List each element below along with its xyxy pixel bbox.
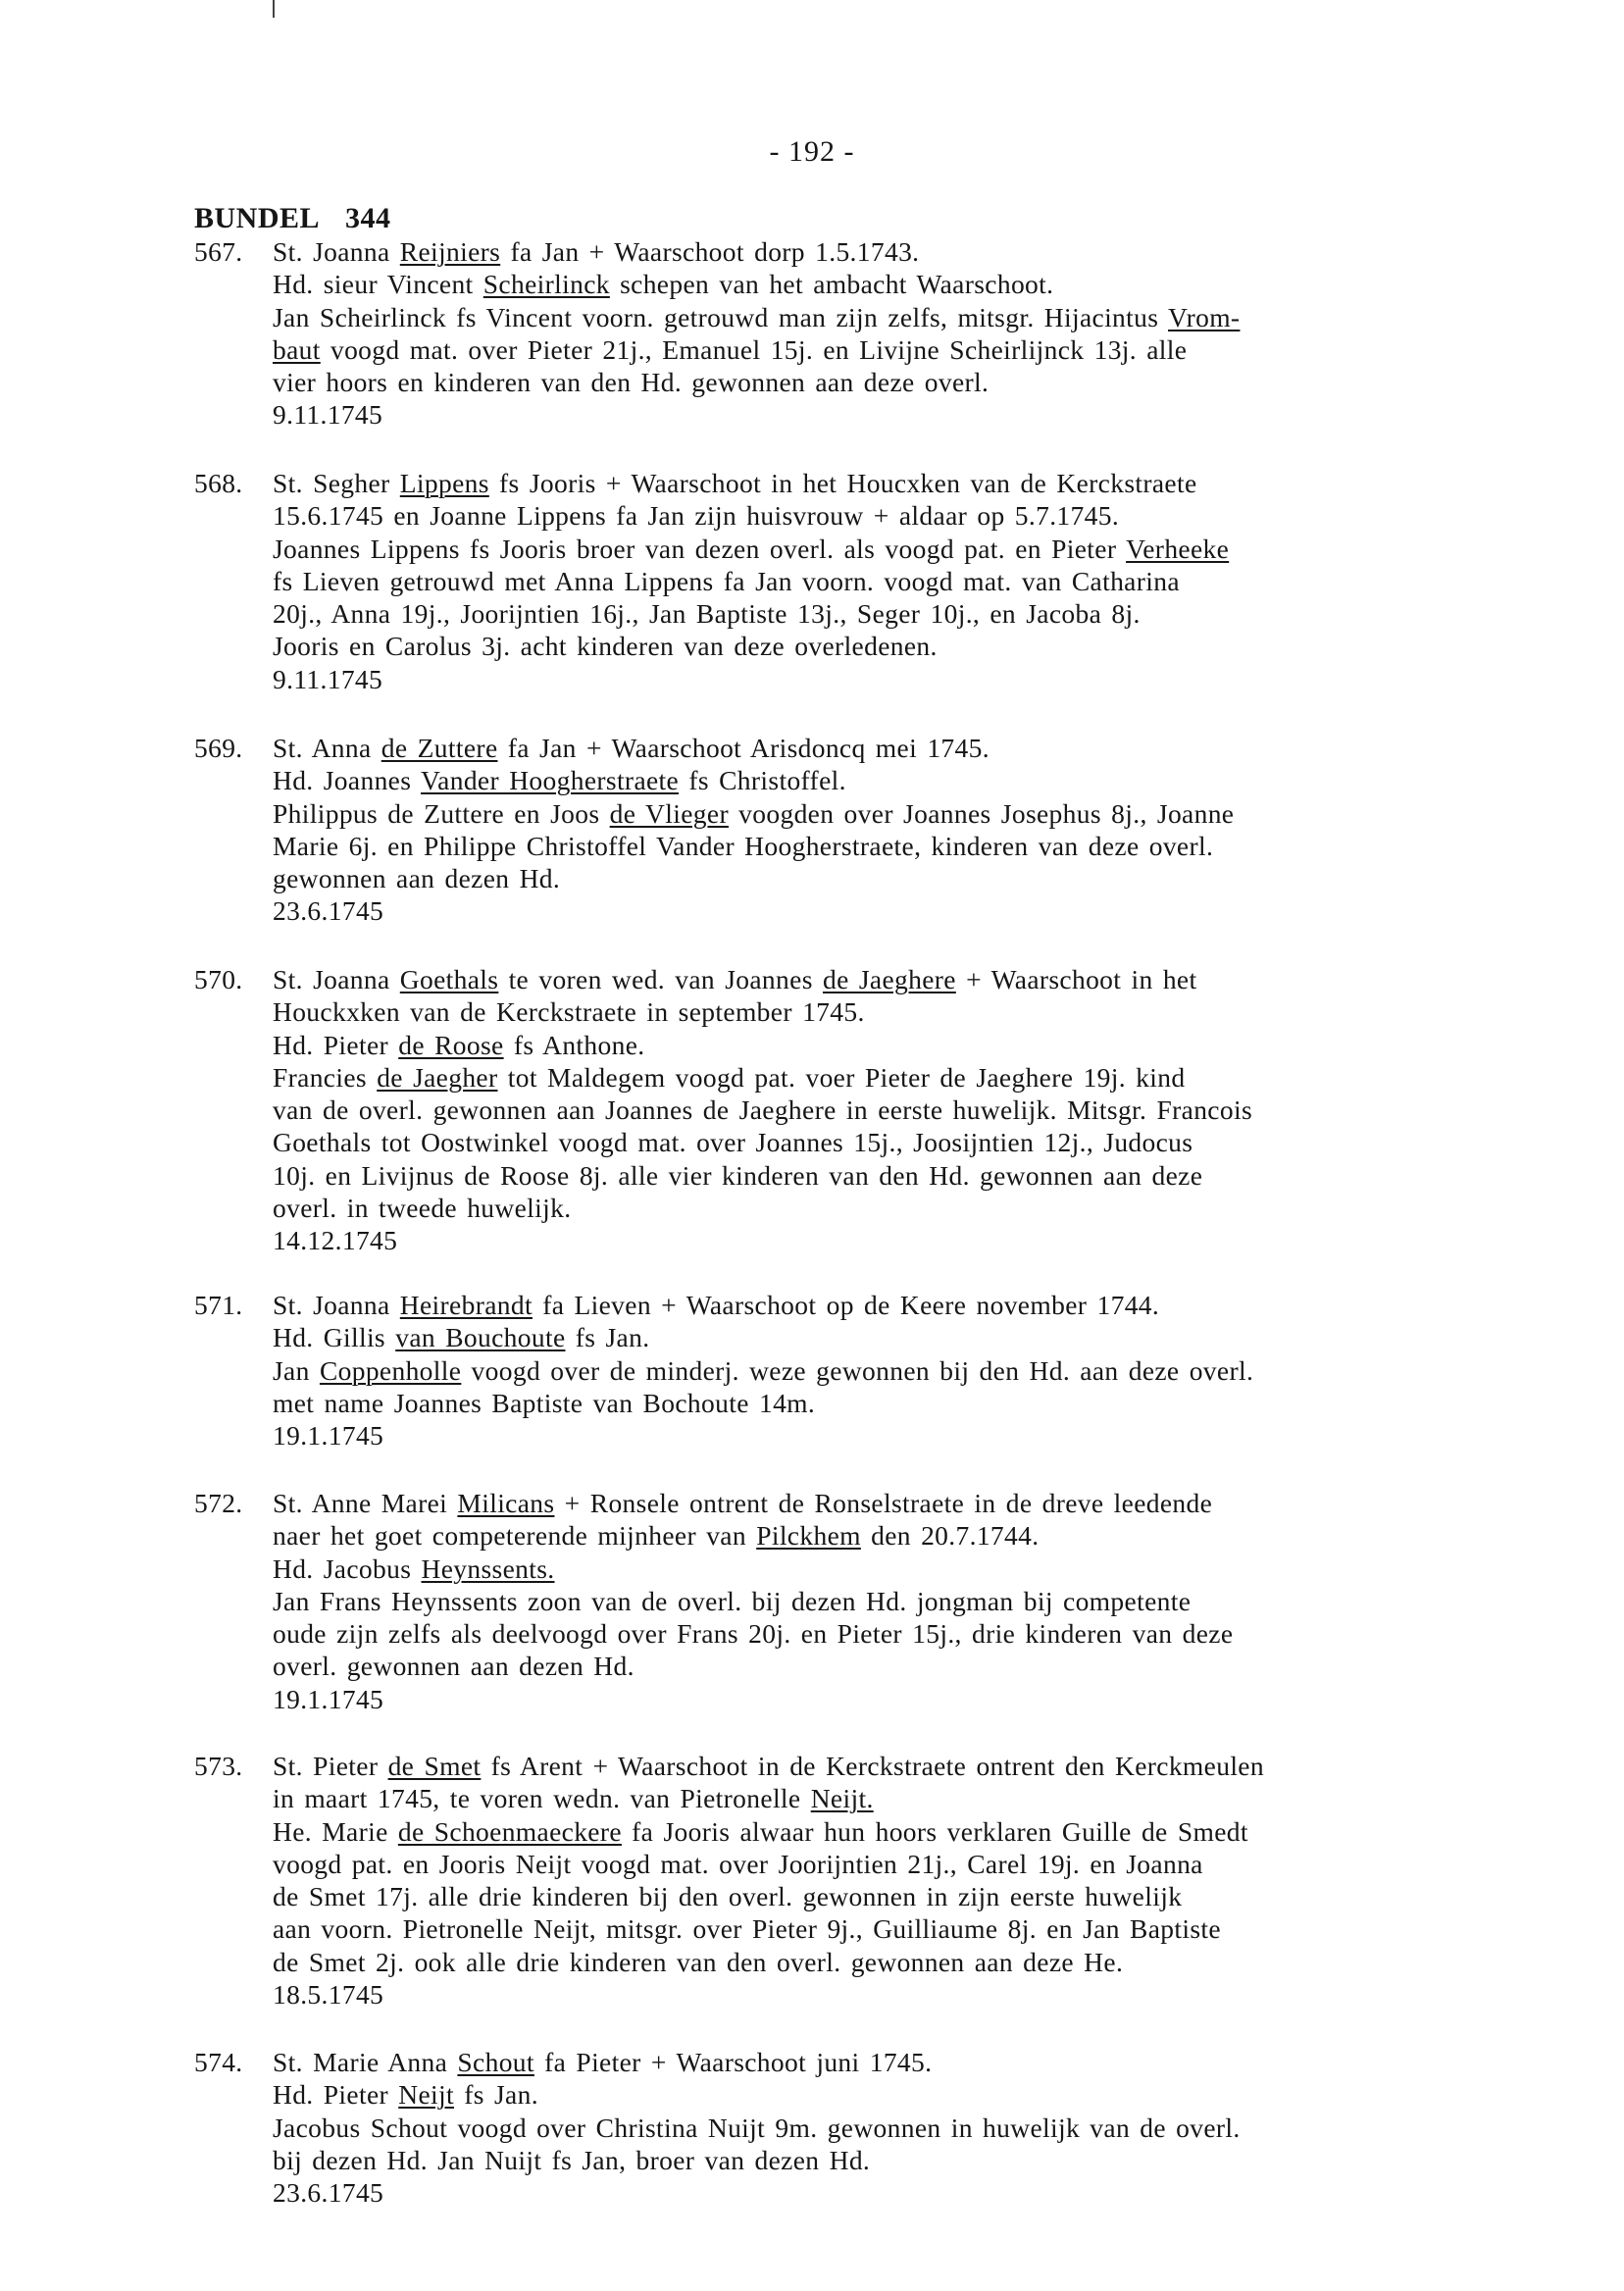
line-text: tot Maldegem voogd pat. voer Pieter de Jaeghere 19j. kind	[497, 1061, 1186, 1093]
entry-line	[273, 1321, 1557, 1353]
line-text: Jacobus Schout voogd over Christina Nuijt 9m. gewonnen in huwelijk van de overl.	[273, 2112, 1241, 2143]
line-text: Hd. Jacobus	[273, 1553, 422, 1584]
entry-number: 571.	[194, 1290, 243, 1320]
entry-line	[273, 630, 1557, 662]
entry-number: 569.	[194, 733, 243, 763]
line-text: fs Anthone.	[503, 1029, 645, 1060]
underlined-name: Scheirlinck	[482, 269, 610, 300]
line-text: + Waarschoot in het	[955, 964, 1197, 994]
entry-text	[273, 1487, 1557, 1715]
entry-line	[273, 366, 1557, 398]
entry-text	[273, 467, 1557, 695]
entry-line	[273, 1978, 1557, 2011]
entry-text	[273, 732, 1557, 928]
line-text: 15.6.1745 en Joanne Lippens fa Jan zijn huisvrouw + aldaar op 5.7.1745.	[273, 500, 1120, 532]
line-text: 9.11.1745	[273, 663, 383, 694]
underlined-name: Neijt.	[810, 1783, 874, 1814]
entry	[194, 1750, 1557, 2011]
line-text: fs Jan.	[565, 1322, 650, 1353]
line-text: St. Anna	[273, 733, 381, 763]
underlined-name: de Jaegher	[377, 1061, 498, 1093]
bundle-header	[194, 202, 391, 235]
entry-number: 568.	[194, 468, 243, 498]
bundle-number: 344	[345, 202, 391, 234]
entry-line	[273, 2112, 1557, 2144]
entry-line	[273, 467, 1557, 499]
line-text: St. Pieter	[273, 1751, 388, 1781]
line-text: bij dezen Hd. Jan Nuijt fs Jan, broer van dezen Hd.	[273, 2144, 871, 2175]
entry-line	[273, 1126, 1557, 1158]
line-text: fa Jan + Waarschoot dorp 1.5.1743.	[500, 236, 920, 267]
entry-line	[273, 597, 1557, 630]
underlined-name: Pilckhem	[756, 1520, 861, 1552]
underlined-name: Vrom-	[1168, 301, 1241, 332]
entry-line	[273, 1029, 1557, 1061]
line-text: fa Lieven + Waarschoot op de Keere november 1744.	[532, 1290, 1160, 1320]
line-text: fs Arent + Waarschoot in de Kerckstraete ontrent den Kerckmeulen	[481, 1751, 1264, 1781]
line-text: Philippus de Zuttere en Joos	[273, 797, 610, 829]
line-text: Hd. Gillis	[273, 1322, 396, 1353]
entry-line	[273, 1585, 1557, 1617]
entry-line	[273, 1815, 1557, 1848]
line-text: voogd pat. en Jooris Neijt voogd mat. over Joorijntien 21j., Carel 19j. en Joanna	[273, 1848, 1203, 1879]
underlined-name: Lippens	[399, 468, 489, 498]
entry-line	[273, 2144, 1557, 2176]
line-text: fa Jooris alwaar hun hoors verklaren Guille de Smedt	[621, 1815, 1248, 1847]
entry	[194, 2046, 1557, 2209]
entry	[194, 235, 1557, 432]
entry-line	[273, 732, 1557, 764]
underlined-name: Vander Hoogherstraete	[421, 765, 680, 796]
entry-line	[273, 1387, 1557, 1419]
line-text: 23.6.1745	[273, 2177, 384, 2209]
entry-line	[273, 963, 1557, 995]
line-text: fa Pieter + Waarschoot juni 1745.	[533, 2047, 933, 2077]
entry	[194, 1289, 1557, 1451]
entry-line	[273, 1946, 1557, 1978]
entry	[194, 732, 1557, 928]
line-text: Francies	[273, 1061, 378, 1093]
entry-line	[273, 1419, 1557, 1451]
entry	[194, 963, 1557, 1257]
entry-text	[273, 1750, 1557, 2011]
line-text: 9.11.1745	[273, 399, 383, 431]
line-text: gewonnen aan dezen Hd.	[273, 863, 561, 894]
entry-line	[273, 1192, 1557, 1224]
entry-line	[273, 235, 1557, 268]
line-text: fs Lieven getrouwd met Anna Lippens fa Jan voorn. voogd mat. van Catharina	[273, 565, 1180, 596]
line-text: vier hoors en kinderen van den Hd. gewonnen aan deze overl.	[273, 367, 990, 398]
underlined-name: de Smet	[387, 1751, 482, 1781]
underlined-name: de Schoenmaeckere	[397, 1815, 622, 1847]
line-text: fa Jan + Waarschoot Arisdoncq mei 1745.	[497, 733, 990, 763]
entry	[194, 1487, 1557, 1715]
line-text: Jan	[273, 1354, 320, 1386]
bundle-label: BUNDEL	[194, 202, 321, 234]
line-text: den 20.7.1744.	[860, 1520, 1040, 1552]
line-text: in maart 1745, te voren wedn. van Pietronelle	[273, 1783, 811, 1814]
entry-line	[273, 301, 1557, 333]
line-text: voogden over Joannes Josephus 8j., Joanne	[728, 797, 1235, 829]
entry-text	[273, 1289, 1557, 1451]
entry-text	[273, 2046, 1557, 2209]
line-text: St. Joanna	[273, 964, 400, 994]
entry-line	[273, 1617, 1557, 1650]
line-text: He. Marie	[273, 1815, 398, 1847]
entry-line	[273, 1912, 1557, 1945]
entry-line	[273, 995, 1557, 1028]
entry-line	[273, 2176, 1557, 2209]
underlined-name: baut	[273, 333, 321, 365]
line-text: oude zijn zelfs als deelvoogd over Frans 20j. en Pieter 15j., drie kinderen van deze	[273, 1618, 1234, 1650]
line-text: St. Joanna	[273, 236, 400, 267]
line-text: St. Marie Anna	[273, 2047, 458, 2077]
entry-line	[273, 663, 1557, 695]
entry	[194, 467, 1557, 695]
entry-number: 570.	[194, 964, 243, 994]
line-text: fs Jan.	[453, 2079, 538, 2111]
entry-line	[273, 1354, 1557, 1387]
line-text: 19.1.1745	[273, 1683, 384, 1714]
line-text: naer het goet competerende mijnheer van	[273, 1520, 757, 1552]
line-text: Hd. Pieter	[273, 2079, 399, 2111]
line-text: Hd. Pieter	[273, 1029, 399, 1060]
entry-line	[273, 862, 1557, 894]
entry-line	[273, 398, 1557, 431]
line-text: St. Segher	[273, 468, 400, 498]
line-text: Jan Scheirlinck fs Vincent voorn. getrouwd man zijn zelfs, mitsgr. Hijacintus	[273, 301, 1169, 332]
line-text: 10j. en Livijnus de Roose 8j. alle vier kinderen van den Hd. gewonnen aan deze	[273, 1159, 1203, 1191]
margin-mark	[273, 0, 275, 18]
line-text: van de overl. gewonnen aan Joannes de Jaeghere in eerste huwelijk. Mitsgr. Francois	[273, 1095, 1253, 1126]
entry-line	[273, 1553, 1557, 1585]
underlined-name: de Vlieger	[609, 797, 729, 829]
entry-line	[273, 1061, 1557, 1094]
underlined-name: Reijniers	[399, 236, 501, 267]
underlined-name: Verheeke	[1126, 533, 1230, 564]
underlined-name: Milicans	[457, 1488, 555, 1518]
entry-number: 572.	[194, 1488, 243, 1518]
entry-line	[273, 1750, 1557, 1782]
line-text: Goethals tot Oostwinkel voogd mat. over Joannes 15j., Joosijntien 12j., Judocus	[273, 1127, 1193, 1158]
underlined-name: de Roose	[398, 1029, 504, 1060]
entry-line	[273, 333, 1557, 366]
line-text: Jan Frans Heynssents zoon van de overl. bij dezen Hd. jongman bij competente	[273, 1585, 1192, 1616]
entry-line	[273, 1289, 1557, 1321]
line-text: 20j., Anna 19j., Joorijntien 16j., Jan Baptiste 13j., Seger 10j., en Jacoba 8j.	[273, 598, 1141, 630]
entry-line	[273, 2046, 1557, 2078]
line-text: St. Anne Marei	[273, 1488, 458, 1518]
line-text: overl. in tweede huwelijk.	[273, 1193, 572, 1224]
underlined-name: Neijt	[398, 2079, 454, 2111]
line-text: Hd. sieur Vincent	[273, 269, 483, 300]
entry-text	[273, 963, 1557, 1257]
line-text: 19.1.1745	[273, 1420, 384, 1451]
page-number: - 192 -	[769, 135, 855, 168]
line-text: voogd over de minderj. weze gewonnen bij den Hd. aan deze overl.	[461, 1354, 1254, 1386]
line-text: Hd. Joannes	[273, 765, 422, 796]
line-text: met name Joannes Baptiste van Bochoute 14m.	[273, 1387, 816, 1418]
entry-line	[273, 1782, 1557, 1814]
line-text: aan voorn. Pietronelle Neijt, mitsgr. over Pieter 9j., Guilliaume 8j. en Jan Baptiste	[273, 1913, 1221, 1945]
entry-line	[273, 1159, 1557, 1192]
entry-line	[273, 1094, 1557, 1126]
line-text: de Smet 17j. alle drie kinderen bij den overl. gewonnen in zijn eerste huwelijk	[273, 1881, 1183, 1912]
underlined-name: de Zuttere	[381, 733, 498, 763]
underlined-name: Coppenholle	[319, 1354, 462, 1386]
line-text: 23.6.1745	[273, 895, 384, 927]
line-text: voogd mat. over Pieter 21j., Emanuel 15j. en Livijne Scheirlijnck 13j. alle	[320, 333, 1188, 365]
entry-line	[273, 268, 1557, 300]
line-text: Joannes Lippens fs Jooris broer van dezen overl. als voogd pat. en Pieter	[273, 533, 1127, 564]
entry-line	[273, 533, 1557, 565]
line-text: fs Christoffel.	[679, 765, 846, 796]
entry-number: 574.	[194, 2047, 243, 2077]
line-text: + Ronsele ontrent de Ronselstraete in de dreve leedende	[554, 1488, 1213, 1518]
line-text: St. Joanna	[273, 1290, 400, 1320]
entry-number: 567.	[194, 236, 243, 267]
entry-line	[273, 499, 1557, 532]
entry-line	[273, 764, 1557, 796]
underlined-name: de Jaeghere	[822, 964, 956, 994]
line-text: fs Jooris + Waarschoot in het Houcxken van de Kerckstraete	[488, 468, 1197, 498]
entry-line	[273, 1519, 1557, 1552]
line-text: Jooris en Carolus 3j. acht kinderen van deze overledenen.	[273, 631, 938, 662]
underlined-name: Heynssents.	[421, 1553, 555, 1584]
entry-line	[273, 1880, 1557, 1912]
entry-line	[273, 1487, 1557, 1519]
entry-line	[273, 894, 1557, 927]
underlined-name: van Bouchoute	[395, 1322, 566, 1353]
underlined-name: Heirebrandt	[399, 1290, 533, 1320]
line-text: schepen van het ambacht Waarschoot.	[609, 269, 1054, 300]
entry-line	[273, 1224, 1557, 1256]
entry-line	[273, 1650, 1557, 1682]
entry-line	[273, 1683, 1557, 1715]
entry-line	[273, 1848, 1557, 1880]
underlined-name: Schout	[457, 2047, 534, 2077]
line-text: de Smet 2j. ook alle drie kinderen van den overl. gewonnen aan deze He.	[273, 1946, 1124, 1977]
line-text: 18.5.1745	[273, 1979, 384, 2011]
entry-line	[273, 797, 1557, 830]
entry-line	[273, 830, 1557, 862]
line-text: Houckxken van de Kerckstraete in september 1745.	[273, 996, 865, 1028]
underlined-name: Goethals	[399, 964, 499, 994]
entry-number: 573.	[194, 1751, 243, 1781]
line-text: 14.12.1745	[273, 1225, 398, 1256]
entry-text	[273, 235, 1557, 432]
entry-line	[273, 565, 1557, 597]
line-text: te voren wed. van Joannes	[498, 964, 823, 994]
line-text: overl. gewonnen aan dezen Hd.	[273, 1651, 634, 1682]
entry-line	[273, 2078, 1557, 2111]
line-text: Marie 6j. en Philippe Christoffel Vander Hoogherstraete, kinderen van deze overl.	[273, 830, 1214, 861]
